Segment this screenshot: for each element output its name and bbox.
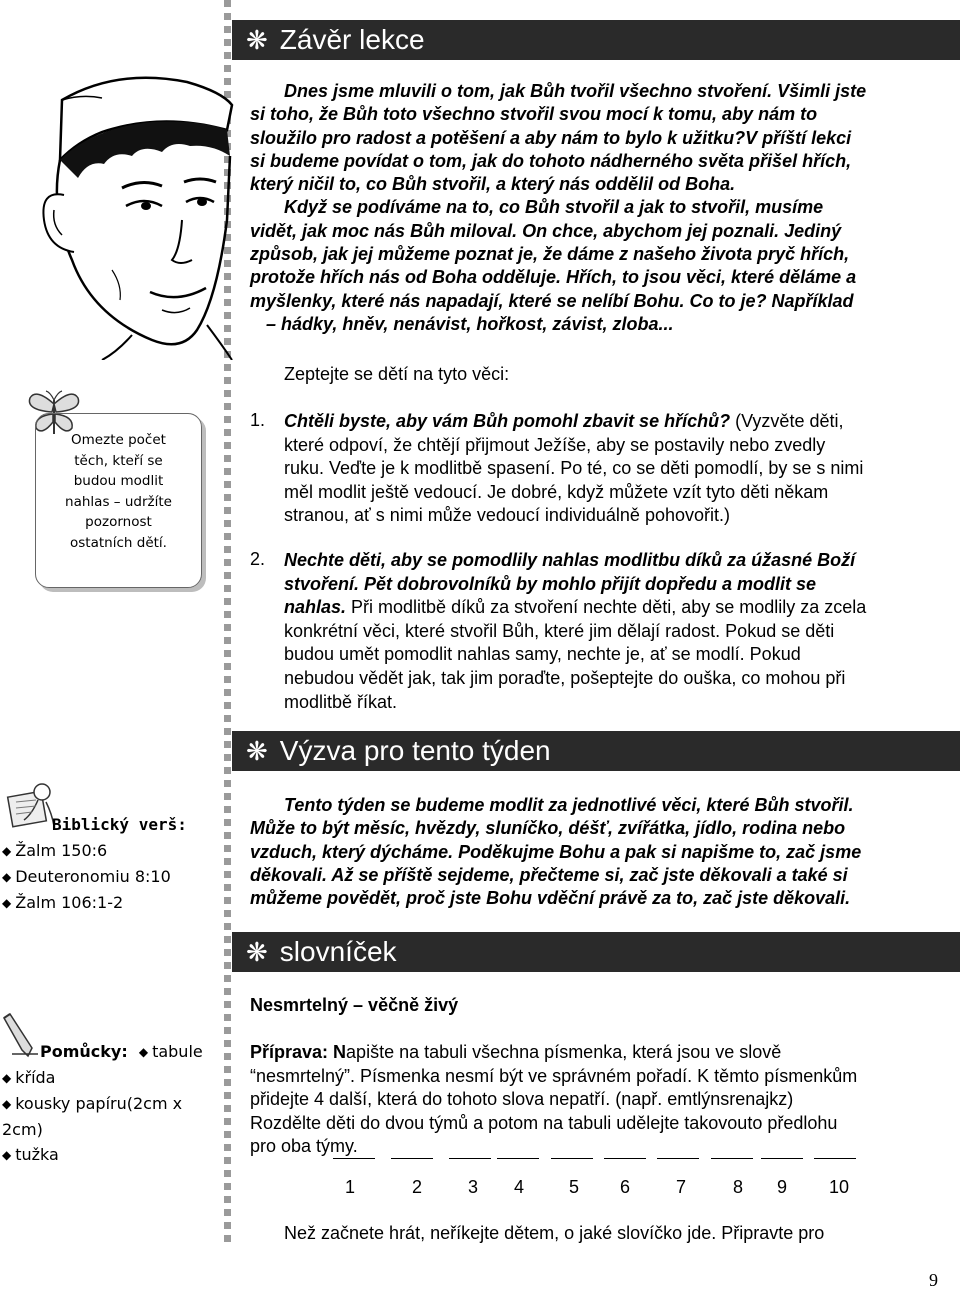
position-number: 1: [345, 1177, 356, 1197]
text-line: sloužilo pro radost a potěšení a aby nám to bylo k užitku?V příští lekci: [250, 127, 852, 148]
text-run: Při modlitbě díků za stvoření nechte děti, aby se modlily za zcela: [346, 597, 867, 618]
text-line: ruku. Veďte je k modlitbě spasení. Po té, co se děti pomodlí, by se s nimi: [284, 458, 864, 479]
blank-line: [711, 1158, 753, 1159]
position-number: 7: [676, 1177, 687, 1197]
vyzva-paragraph: [250, 794, 955, 910]
bible-verse-label: Biblický verš:: [52, 815, 187, 834]
list-item: [2, 864, 171, 890]
text-line: pro oba týmy.: [250, 1136, 358, 1157]
asterisk-icon: ❋: [246, 736, 268, 766]
text-line: způsob, jak jej můžeme poznat je, že dáme z našeho života pryč hřích,: [250, 244, 850, 265]
boy-face-illustration: [22, 60, 237, 360]
question-2-number: 2.: [250, 549, 266, 569]
text-line: si budeme povídat o tom, jak do tohoto nádherného světa přišel hřích,: [250, 150, 852, 171]
blank-line: [449, 1158, 491, 1159]
text-line: které odpoví, že chtějí přijmout Ježíše, aby se postavily nebo zvedly: [284, 434, 826, 455]
section-title: slovníček: [279, 936, 397, 967]
text-line: měl modlit ještě vedoucí. Je dobré, když můžete vzít tyto děti někam: [284, 481, 829, 502]
text-line: nebudou vědět jak, tak jim poraďte, pošeptejte do ouška, co mohou při: [284, 667, 846, 688]
text-line: Může to být měsíc, hvězdy, sluníčko, déšť, zvířátka, jídlo, rodina nebo: [250, 818, 846, 839]
text-line: protože hřích nás od Boha odděluje. Hřích, to jsou věci, které děláme a: [250, 267, 857, 288]
diamond-bullet-icon: ◆: [2, 1097, 12, 1111]
blank-line: [333, 1158, 375, 1159]
text-line: děkovali. Až se příště sejdeme, přečteme si, zač jste děkovali a také si: [250, 864, 848, 885]
list-item: [2, 1065, 203, 1091]
position-number: 2: [412, 1177, 423, 1197]
list-item: [2, 838, 171, 864]
position-number: 3: [468, 1177, 479, 1197]
text-line: který ničil to, co Bůh stvořil, a který nás oddělil od Boha.: [250, 174, 736, 195]
bible-verse-list: [2, 838, 171, 916]
text-line: Tento týden se budeme modlit za jednotlivé věci, které Bůh stvořil.: [284, 795, 854, 815]
diamond-bullet-icon: ◆: [2, 1071, 12, 1085]
verse-ref: Žalm 106:1-2: [15, 893, 124, 912]
priprava-paragraph: [250, 1041, 955, 1159]
position-number: 8: [733, 1177, 744, 1197]
last-line: Než začnete hrát, neříkejte dětem, o jaké slovíčko jde. Připravte pro: [284, 1223, 825, 1243]
text-run: apište na tabuli všechna písmenka, která jsou ve slově: [346, 1042, 782, 1062]
text-line: můžeme povědět, proč jste Bohu vděční právě za to, zač jste děkovali.: [250, 888, 851, 909]
list-item: [2, 1142, 203, 1168]
vocab-term: Nesmrtelný – věčně živý: [250, 995, 459, 1015]
text-run: (Vyzvěte děti,: [730, 411, 844, 431]
diamond-bullet-icon: ◆: [2, 870, 12, 884]
text-line: stranou, ať s nimi může vedoucí individuálně pohovořit.): [284, 505, 730, 526]
text-line: ostatních dětí.: [70, 534, 167, 551]
section-header-zaver: [232, 20, 960, 60]
diamond-bullet-icon: ◆: [2, 844, 12, 858]
blank-line: [391, 1158, 433, 1159]
diamond-bullet-icon: ◆: [2, 896, 12, 910]
diamond-bullet-icon: ◆: [2, 1148, 12, 1162]
text-line: těch, kteří se: [74, 452, 163, 469]
zaver-paragraph: [250, 80, 950, 336]
supply-item: kousky papíru(2cm x: [15, 1094, 183, 1113]
blank-line: [604, 1158, 646, 1159]
text-line: stvoření. Pět dobrovolníků by mohlo přijít dopředu a modlit se: [284, 573, 817, 594]
blank-line: [814, 1158, 856, 1159]
text-line: vidět, jak moc nás Bůh miloval. On chce, abychom jej poznali. Jediný: [250, 220, 842, 241]
section-title: Závěr lekce: [279, 24, 425, 55]
blank-line: [551, 1158, 593, 1159]
text-line: si toho, že Bůh toto všechno stvořil svou mocí k tomu, aby nám to: [250, 104, 818, 125]
text-line: konkrétní věci, které stvořil Bůh, které jim dělají radost. Pokud se děti: [284, 620, 835, 641]
supplies-label: Pomůcky:: [40, 1042, 128, 1061]
question-1-title: Chtěli byste, aby vám Bůh pomohl zbavit se hříchů?: [284, 411, 731, 431]
blank-line: [761, 1158, 803, 1159]
position-number: 10: [829, 1177, 850, 1197]
text-line: nahlas – udržíte: [65, 493, 172, 510]
supply-item: tužka: [15, 1145, 59, 1164]
diamond-bullet-icon: ◆: [138, 1045, 149, 1059]
verse-ref: Deuteronomiu 8:10: [15, 867, 171, 886]
section-header-slovnicek: [232, 932, 960, 972]
text-line: Dnes jsme mluvili o tom, jak Bůh tvořil všechno stvoření. Všimli jste: [284, 81, 867, 101]
text-line: pozornost: [85, 514, 152, 531]
blank-line: [497, 1158, 539, 1159]
ask-intro: Zeptejte se dětí na tyto věci:: [284, 364, 510, 384]
section-header-vyzva: [232, 731, 960, 771]
text-line: Rozdělte děti do dvou týmů a potom na tabuli udělejte takovouto předlohu: [250, 1112, 838, 1133]
text-line: Nechte děti, aby se pomodlily nahlas modlitbu díků za úžasné Boží: [284, 550, 856, 570]
page-number: 9: [929, 1270, 938, 1290]
position-number: 6: [620, 1177, 631, 1197]
question-1: [284, 410, 954, 528]
question-2: [284, 549, 954, 714]
asterisk-icon: ❋: [246, 25, 268, 55]
text-line: – hádky, hněv, nenávist, hořkost, závist, zloba...: [266, 313, 674, 334]
supplies-header-row: [2, 1039, 203, 1065]
asterisk-icon: ❋: [246, 937, 268, 967]
verse-ref: Žalm 150:6: [15, 841, 108, 860]
text-line: budou umět pomodlit nahlas samy, nechte je, ať se modlí. Pokud: [284, 644, 801, 665]
text-line: vzduch, který dýcháme. Poděkujme Bohu a pak si napišme to, zač jsme: [250, 841, 862, 862]
supply-item: tabule: [152, 1042, 203, 1061]
position-number: 5: [569, 1177, 580, 1197]
position-number: 9: [777, 1177, 788, 1197]
bible-verse-label-row: [52, 812, 187, 837]
text-run: nahlas.: [284, 597, 347, 618]
text-line: budou modlit: [73, 473, 164, 490]
question-1-number: 1.: [250, 410, 266, 430]
supply-item-wrap: 2cm): [2, 1120, 43, 1139]
text-line: Když se podíváme na to, co Bůh stvořil a jak to stvořil, musíme: [284, 197, 824, 218]
text-line: modlitbě říkat.: [284, 691, 398, 712]
text-line: přidejte 4 další, která do tohoto slova nepatří. (např. emtlýnsrenajkz): [250, 1089, 794, 1110]
supply-item: křída: [15, 1068, 56, 1087]
side-note-box: [35, 413, 202, 588]
blank-line: [657, 1158, 699, 1159]
text-line: myšlenky, které nás napadají, které se nelíbí Bohu. Co to je? Například: [250, 290, 854, 311]
position-number: 4: [514, 1177, 525, 1197]
section-title: Výzva pro tento týden: [279, 735, 551, 766]
text-line: Omezte počet: [71, 432, 166, 448]
text-line: “nesmrtelný”. Písmenka nesmí být ve správném pořadí. K těmto písmenkům: [250, 1065, 858, 1086]
supplies-list: [2, 1039, 203, 1168]
list-item: [2, 890, 171, 916]
list-item: [2, 1091, 203, 1117]
priprava-label: Příprava: N: [250, 1042, 347, 1062]
